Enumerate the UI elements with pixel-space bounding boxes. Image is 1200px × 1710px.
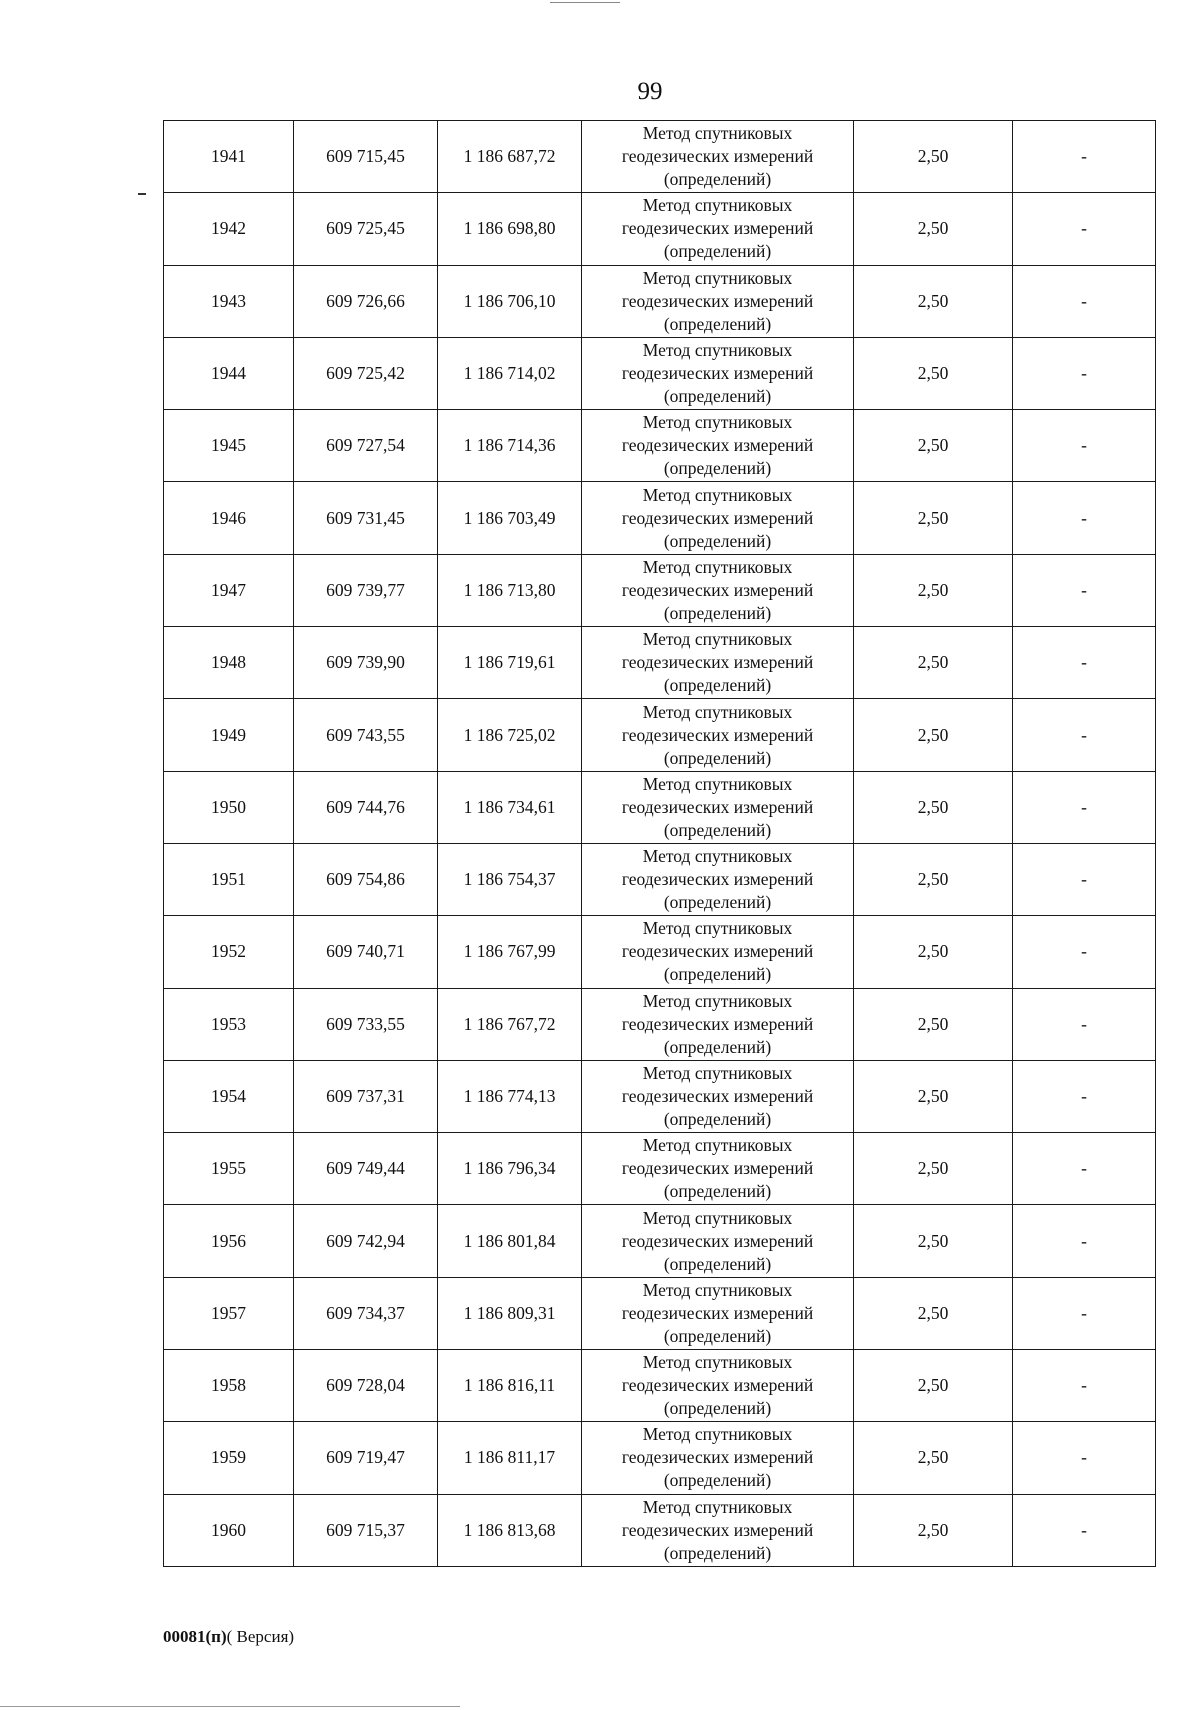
- accuracy-cell: 2,50: [854, 554, 1013, 626]
- accuracy-cell: 2,50: [854, 843, 1013, 915]
- y-coordinate-cell: 1 186 706,10: [438, 265, 582, 337]
- method-cell: Метод спутниковых геодезических измерений (определений): [582, 1205, 854, 1277]
- method-cell: Метод спутниковых геодезических измерений (определений): [582, 193, 854, 265]
- accuracy-cell: 2,50: [854, 1494, 1013, 1566]
- method-cell: Метод спутниковых геодезических измерений (определений): [582, 337, 854, 409]
- method-cell: Метод спутниковых геодезических измерений (определений): [582, 121, 854, 193]
- point-number-cell: 1954: [164, 1060, 294, 1132]
- table-row: [164, 1133, 1156, 1205]
- x-coordinate-cell: 609 725,42: [294, 337, 438, 409]
- method-cell: Метод спутниковых геодезических измерений (определений): [582, 988, 854, 1060]
- y-coordinate-cell: 1 186 714,02: [438, 337, 582, 409]
- y-coordinate-cell: 1 186 816,11: [438, 1350, 582, 1422]
- point-number-cell: 1947: [164, 554, 294, 626]
- accuracy-cell: 2,50: [854, 121, 1013, 193]
- page-number: 99: [637, 78, 663, 105]
- table-row: [164, 1350, 1156, 1422]
- x-coordinate-cell: 609 725,45: [294, 193, 438, 265]
- point-number-cell: 1949: [164, 699, 294, 771]
- document-version: ( Версия): [226, 1627, 295, 1646]
- note-cell: -: [1013, 1350, 1156, 1422]
- x-coordinate-cell: 609 733,55: [294, 988, 438, 1060]
- y-coordinate-cell: 1 186 754,37: [438, 843, 582, 915]
- x-coordinate-cell: 609 727,54: [294, 410, 438, 482]
- y-coordinate-cell: 1 186 774,13: [438, 1060, 582, 1132]
- x-coordinate-cell: 609 754,86: [294, 843, 438, 915]
- accuracy-cell: 2,50: [854, 1205, 1013, 1277]
- table-row: [164, 988, 1156, 1060]
- accuracy-cell: 2,50: [854, 988, 1013, 1060]
- point-number-cell: 1950: [164, 771, 294, 843]
- x-coordinate-cell: 609 734,37: [294, 1277, 438, 1349]
- note-cell: -: [1013, 1133, 1156, 1205]
- table-row: [164, 121, 1156, 193]
- x-coordinate-cell: 609 728,04: [294, 1350, 438, 1422]
- point-number-cell: 1942: [164, 193, 294, 265]
- accuracy-cell: 2,50: [854, 337, 1013, 409]
- note-cell: -: [1013, 193, 1156, 265]
- method-cell: Метод спутниковых геодезических измерений (определений): [582, 771, 854, 843]
- accuracy-cell: 2,50: [854, 265, 1013, 337]
- table-row: [164, 193, 1156, 265]
- y-coordinate-cell: 1 186 703,49: [438, 482, 582, 554]
- point-number-cell: 1957: [164, 1277, 294, 1349]
- table-row: [164, 410, 1156, 482]
- y-coordinate-cell: 1 186 725,02: [438, 699, 582, 771]
- method-cell: Метод спутниковых геодезических измерений (определений): [582, 1277, 854, 1349]
- method-cell: Метод спутниковых геодезических измерений (определений): [582, 1494, 854, 1566]
- point-number-cell: 1948: [164, 627, 294, 699]
- note-cell: -: [1013, 627, 1156, 699]
- accuracy-cell: 2,50: [854, 193, 1013, 265]
- y-coordinate-cell: 1 186 687,72: [438, 121, 582, 193]
- y-coordinate-cell: 1 186 719,61: [438, 627, 582, 699]
- point-number-cell: 1956: [164, 1205, 294, 1277]
- y-coordinate-cell: 1 186 813,68: [438, 1494, 582, 1566]
- x-coordinate-cell: 609 743,55: [294, 699, 438, 771]
- document-footer: [163, 1627, 294, 1647]
- coordinates-table: [163, 120, 1156, 1567]
- note-cell: -: [1013, 554, 1156, 626]
- table-row: [164, 627, 1156, 699]
- method-cell: Метод спутниковых геодезических измерений (определений): [582, 410, 854, 482]
- table-row: [164, 771, 1156, 843]
- table-row: [164, 265, 1156, 337]
- table-row: [164, 337, 1156, 409]
- method-cell: Метод спутниковых геодезических измерений (определений): [582, 1133, 854, 1205]
- accuracy-cell: 2,50: [854, 1422, 1013, 1494]
- method-cell: Метод спутниковых геодезических измерений (определений): [582, 916, 854, 988]
- x-coordinate-cell: 609 740,71: [294, 916, 438, 988]
- table-row: [164, 916, 1156, 988]
- x-coordinate-cell: 609 726,66: [294, 265, 438, 337]
- accuracy-cell: 2,50: [854, 482, 1013, 554]
- table-row: [164, 554, 1156, 626]
- table-row: [164, 1060, 1156, 1132]
- method-cell: Метод спутниковых геодезических измерений (определений): [582, 1422, 854, 1494]
- y-coordinate-cell: 1 186 801,84: [438, 1205, 582, 1277]
- scan-artifact: [138, 193, 146, 195]
- point-number-cell: 1944: [164, 337, 294, 409]
- method-cell: Метод спутниковых геодезических измерений (определений): [582, 843, 854, 915]
- method-cell: Метод спутниковых геодезических измерений (определений): [582, 554, 854, 626]
- note-cell: -: [1013, 1060, 1156, 1132]
- point-number-cell: 1952: [164, 916, 294, 988]
- note-cell: -: [1013, 699, 1156, 771]
- point-number-cell: 1943: [164, 265, 294, 337]
- point-number-cell: 1941: [164, 121, 294, 193]
- method-cell: Метод спутниковых геодезических измерений (определений): [582, 699, 854, 771]
- y-coordinate-cell: 1 186 714,36: [438, 410, 582, 482]
- method-cell: Метод спутниковых геодезических измерений (определений): [582, 1060, 854, 1132]
- x-coordinate-cell: 609 742,94: [294, 1205, 438, 1277]
- accuracy-cell: 2,50: [854, 1060, 1013, 1132]
- y-coordinate-cell: 1 186 713,80: [438, 554, 582, 626]
- table-row: [164, 1205, 1156, 1277]
- table-row: [164, 1277, 1156, 1349]
- y-coordinate-cell: 1 186 767,72: [438, 988, 582, 1060]
- note-cell: -: [1013, 337, 1156, 409]
- point-number-cell: 1953: [164, 988, 294, 1060]
- coordinates-table-body: [164, 121, 1156, 1567]
- point-number-cell: 1955: [164, 1133, 294, 1205]
- x-coordinate-cell: 609 744,76: [294, 771, 438, 843]
- note-cell: -: [1013, 410, 1156, 482]
- table-row: [164, 482, 1156, 554]
- y-coordinate-cell: 1 186 698,80: [438, 193, 582, 265]
- point-number-cell: 1960: [164, 1494, 294, 1566]
- note-cell: -: [1013, 843, 1156, 915]
- accuracy-cell: 2,50: [854, 1133, 1013, 1205]
- accuracy-cell: 2,50: [854, 627, 1013, 699]
- accuracy-cell: 2,50: [854, 699, 1013, 771]
- method-cell: Метод спутниковых геодезических измерений (определений): [582, 627, 854, 699]
- scan-artifact: [550, 2, 620, 3]
- y-coordinate-cell: 1 186 734,61: [438, 771, 582, 843]
- point-number-cell: 1958: [164, 1350, 294, 1422]
- accuracy-cell: 2,50: [854, 1350, 1013, 1422]
- table-row: [164, 699, 1156, 771]
- scan-artifact: [0, 1706, 460, 1707]
- method-cell: Метод спутниковых геодезических измерений (определений): [582, 482, 854, 554]
- x-coordinate-cell: 609 749,44: [294, 1133, 438, 1205]
- table-row: [164, 1422, 1156, 1494]
- point-number-cell: 1946: [164, 482, 294, 554]
- accuracy-cell: 2,50: [854, 916, 1013, 988]
- table-row: [164, 843, 1156, 915]
- y-coordinate-cell: 1 186 767,99: [438, 916, 582, 988]
- accuracy-cell: 2,50: [854, 410, 1013, 482]
- note-cell: -: [1013, 1205, 1156, 1277]
- note-cell: -: [1013, 1494, 1156, 1566]
- x-coordinate-cell: 609 731,45: [294, 482, 438, 554]
- y-coordinate-cell: 1 186 796,34: [438, 1133, 582, 1205]
- table-row: [164, 1494, 1156, 1566]
- note-cell: -: [1013, 988, 1156, 1060]
- point-number-cell: 1951: [164, 843, 294, 915]
- point-number-cell: 1945: [164, 410, 294, 482]
- accuracy-cell: 2,50: [854, 1277, 1013, 1349]
- note-cell: -: [1013, 771, 1156, 843]
- method-cell: Метод спутниковых геодезических измерений (определений): [582, 265, 854, 337]
- y-coordinate-cell: 1 186 809,31: [438, 1277, 582, 1349]
- note-cell: -: [1013, 482, 1156, 554]
- note-cell: -: [1013, 916, 1156, 988]
- x-coordinate-cell: 609 715,37: [294, 1494, 438, 1566]
- x-coordinate-cell: 609 737,31: [294, 1060, 438, 1132]
- method-cell: Метод спутниковых геодезических измерений (определений): [582, 1350, 854, 1422]
- note-cell: -: [1013, 121, 1156, 193]
- x-coordinate-cell: 609 739,90: [294, 627, 438, 699]
- x-coordinate-cell: 609 719,47: [294, 1422, 438, 1494]
- document-code: 00081(п): [163, 1627, 227, 1646]
- x-coordinate-cell: 609 715,45: [294, 121, 438, 193]
- note-cell: -: [1013, 1422, 1156, 1494]
- point-number-cell: 1959: [164, 1422, 294, 1494]
- accuracy-cell: 2,50: [854, 771, 1013, 843]
- note-cell: -: [1013, 1277, 1156, 1349]
- y-coordinate-cell: 1 186 811,17: [438, 1422, 582, 1494]
- x-coordinate-cell: 609 739,77: [294, 554, 438, 626]
- note-cell: -: [1013, 265, 1156, 337]
